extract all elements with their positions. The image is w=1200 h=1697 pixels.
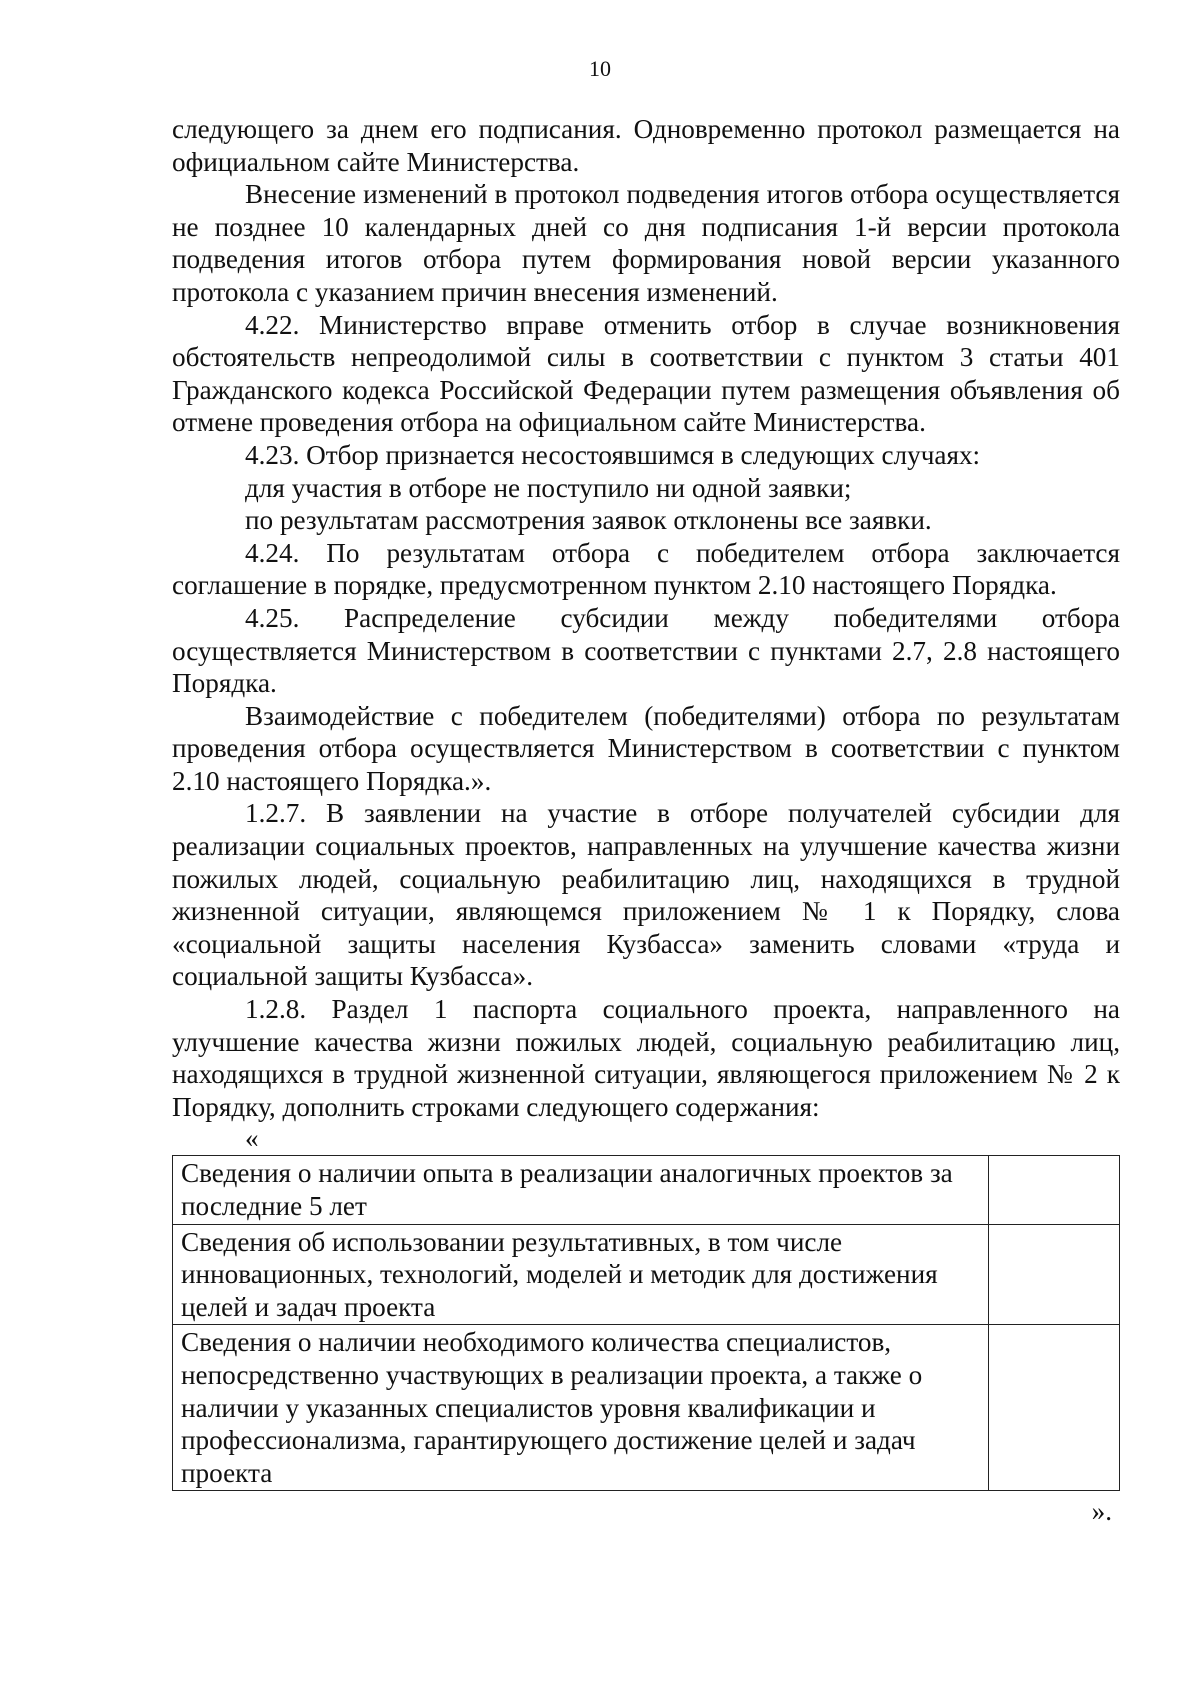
- table-cell-value: [988, 1325, 1119, 1491]
- table-cell-label: Сведения об использовании результативных, в том числе инновационных, технологий, моделей и методик для достижения целей и задач проекта: [173, 1224, 989, 1325]
- paragraph: 4.25. Распределение субсидии между победителями отбора осуществляется Министерством в соответствии с пунктами 2.7, 2.8 настоящего Порядка.: [172, 602, 1120, 699]
- paragraph: 4.22. Министерство вправе отменить отбор в случае возникновения обстоятельств непреодолимой силы в соответствии с пунктом 3 статьи 401 Гражданского кодекса Российской Федерации путем размещения объявления об отмене проведения отбора на официальном сайте Министерства.: [172, 309, 1120, 438]
- paragraph: 1.2.8. Раздел 1 паспорта социального проекта, направленного на улучшение качества жизни пожилых людей, социальную реабилитацию лиц, находящихся в трудной жизненной ситуации, являющегося приложением № 2 к Порядку, дополнить строками следующего содержания:: [172, 994, 1120, 1122]
- paragraph: 1.2.7. В заявлении на участие в отборе получателей субсидии для реализации социальных проектов, направленных на улучшение качества жизни пожилых людей, социальную реабилитацию лиц, находящихся в трудной жизненной ситуации, являющемся приложением № 1 к Порядку, слова «социальной защиты населения Кузбасса» заменить словами «труда и социальной защиты Кузбасса».: [172, 798, 1120, 992]
- quote-open-mark: «: [245, 1123, 259, 1154]
- table-row: [173, 1156, 1120, 1224]
- table-cell-label: Сведения о наличии необходимого количества специалистов, непосредственно участвующих в реализации проекта, а также о наличии у указанных специалистов уровня квалификации и профессионализма, гарантирующего достижение целей и задач проекта: [173, 1325, 989, 1491]
- table-cell-label: Сведения о наличии опыта в реализации аналогичных проектов за последние 5 лет: [173, 1156, 989, 1224]
- table-row: [173, 1224, 1120, 1325]
- document-body: [172, 113, 1120, 1528]
- paragraph: Взаимодействие с победителем (победителями) отбора по результатам проведения отбора осуществляется Министерством в соответствии с пунктом 2.10 настоящего Порядка.».: [172, 700, 1120, 796]
- quote-close-mark: ».: [1091, 1496, 1112, 1527]
- passport-table: [172, 1155, 1120, 1491]
- paragraph: для участия в отборе не поступило ни одной заявки;: [245, 472, 852, 503]
- paragraph: 4.23. Отбор признается несостоявшимся в следующих случаях:: [245, 439, 981, 470]
- table-cell-value: [988, 1156, 1119, 1224]
- paragraph: 4.24. По результатам отбора с победителем отбора заключается соглашение в порядке, предусмотренном пунктом 2.10 настоящего Порядка.: [172, 537, 1120, 601]
- paragraph: следующего за днем его подписания. Одновременно протокол размещается на официальном сайте Министерства.: [172, 114, 1120, 177]
- page-number: 10: [589, 56, 611, 81]
- paragraph: по результатам рассмотрения заявок отклонены все заявки.: [245, 505, 932, 536]
- table-cell-value: [988, 1224, 1119, 1325]
- table-row: [173, 1325, 1120, 1491]
- paragraph: Внесение изменений в протокол подведения итогов отбора осуществляется не позднее 10 календарных дней со дня подписания 1-й версии протокола подведения итогов отбора путем формирования новой версии указанного протокола с указанием причин внесения изменений.: [172, 179, 1120, 307]
